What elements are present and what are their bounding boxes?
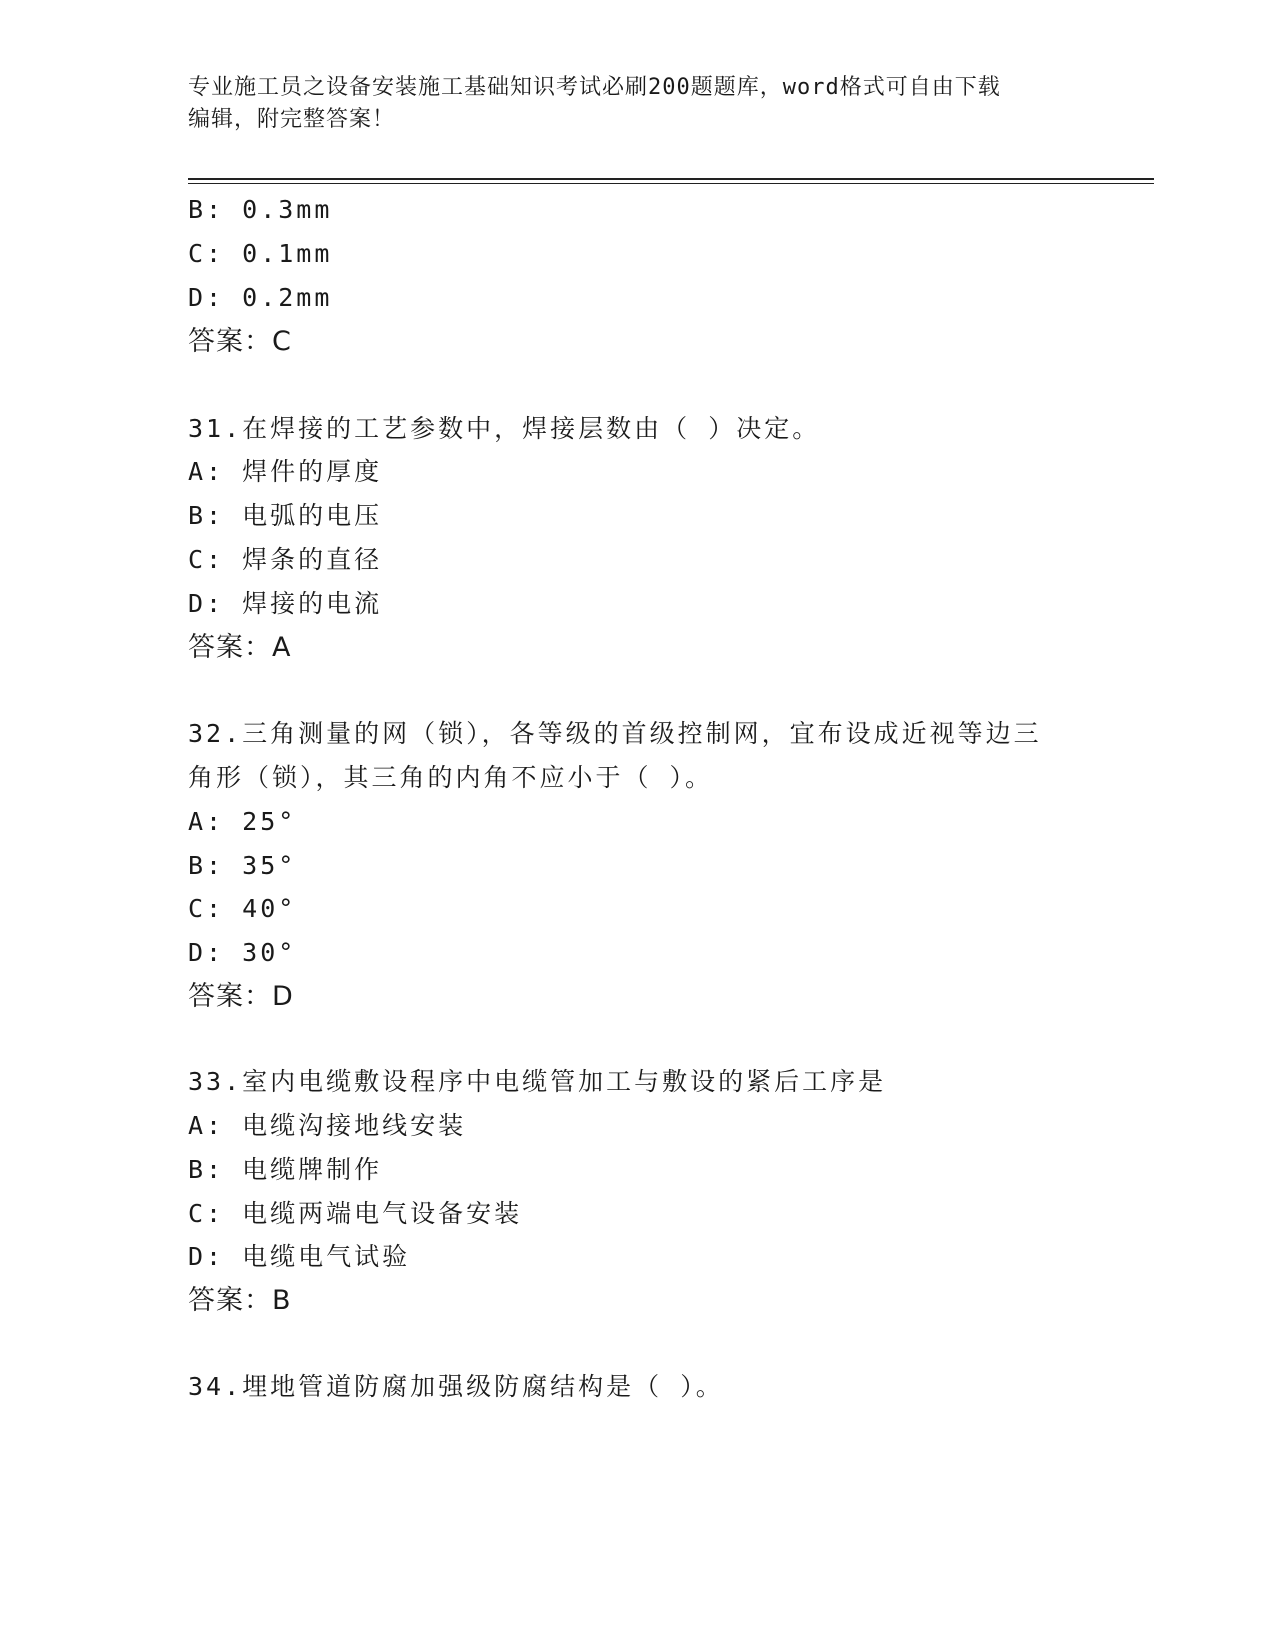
q33-answer: 答案：B — [188, 1285, 292, 1316]
q32-answer: 答案：D — [188, 981, 294, 1012]
q31-answer: 答案：A — [188, 632, 292, 663]
q32-option-a: A: 25° — [188, 807, 297, 836]
q34-stem: 34.埋地管道防腐加强级防腐结构是（ ）。 — [188, 1372, 724, 1401]
q31-option-a: A: 焊件的厚度 — [188, 457, 383, 486]
q33-option-c: C: 电缆两端电气设备安装 — [188, 1199, 523, 1228]
prev-option-b: B: 0.3mm — [188, 195, 333, 224]
q32-stem-line-1: 32.三角测量的网（锁），各等级的首级控制网，宜布设成近视等边三 — [188, 719, 1042, 748]
q31-option-d: D: 焊接的电流 — [188, 589, 383, 618]
q32-stem-line-2: 角形（锁），其三角的内角不应小于（ ）。 — [188, 763, 714, 792]
header-divider-thin — [188, 183, 1154, 184]
q31-stem: 31.在焊接的工艺参数中，焊接层数由（ ）决定。 — [188, 414, 821, 443]
q32-option-b: B: 35° — [188, 851, 297, 880]
q32-option-d: D: 30° — [188, 938, 297, 967]
prev-option-d: D: 0.2mm — [188, 283, 333, 312]
q33-option-b: B: 电缆牌制作 — [188, 1155, 383, 1184]
q31-option-c: C: 焊条的直径 — [188, 545, 383, 574]
header-line-1: 专业施工员之设备安装施工基础知识考试必刷200题题库，word格式可自由下载 — [188, 75, 1001, 100]
prev-answer: 答案：C — [188, 326, 292, 357]
header-divider-thick — [188, 178, 1154, 180]
q33-stem: 33.室内电缆敷设程序中电缆管加工与敷设的紧后工序是 — [188, 1067, 887, 1096]
q33-option-a: A: 电缆沟接地线安装 — [188, 1111, 467, 1140]
q32-option-c: C: 40° — [188, 894, 297, 923]
q31-option-b: B: 电弧的电压 — [188, 501, 383, 530]
q33-option-d: D: 电缆电气试验 — [188, 1242, 411, 1271]
document-header — [188, 72, 1088, 136]
prev-option-c: C: 0.1mm — [188, 239, 333, 268]
header-line-2: 编辑，附完整答案！ — [188, 107, 396, 132]
